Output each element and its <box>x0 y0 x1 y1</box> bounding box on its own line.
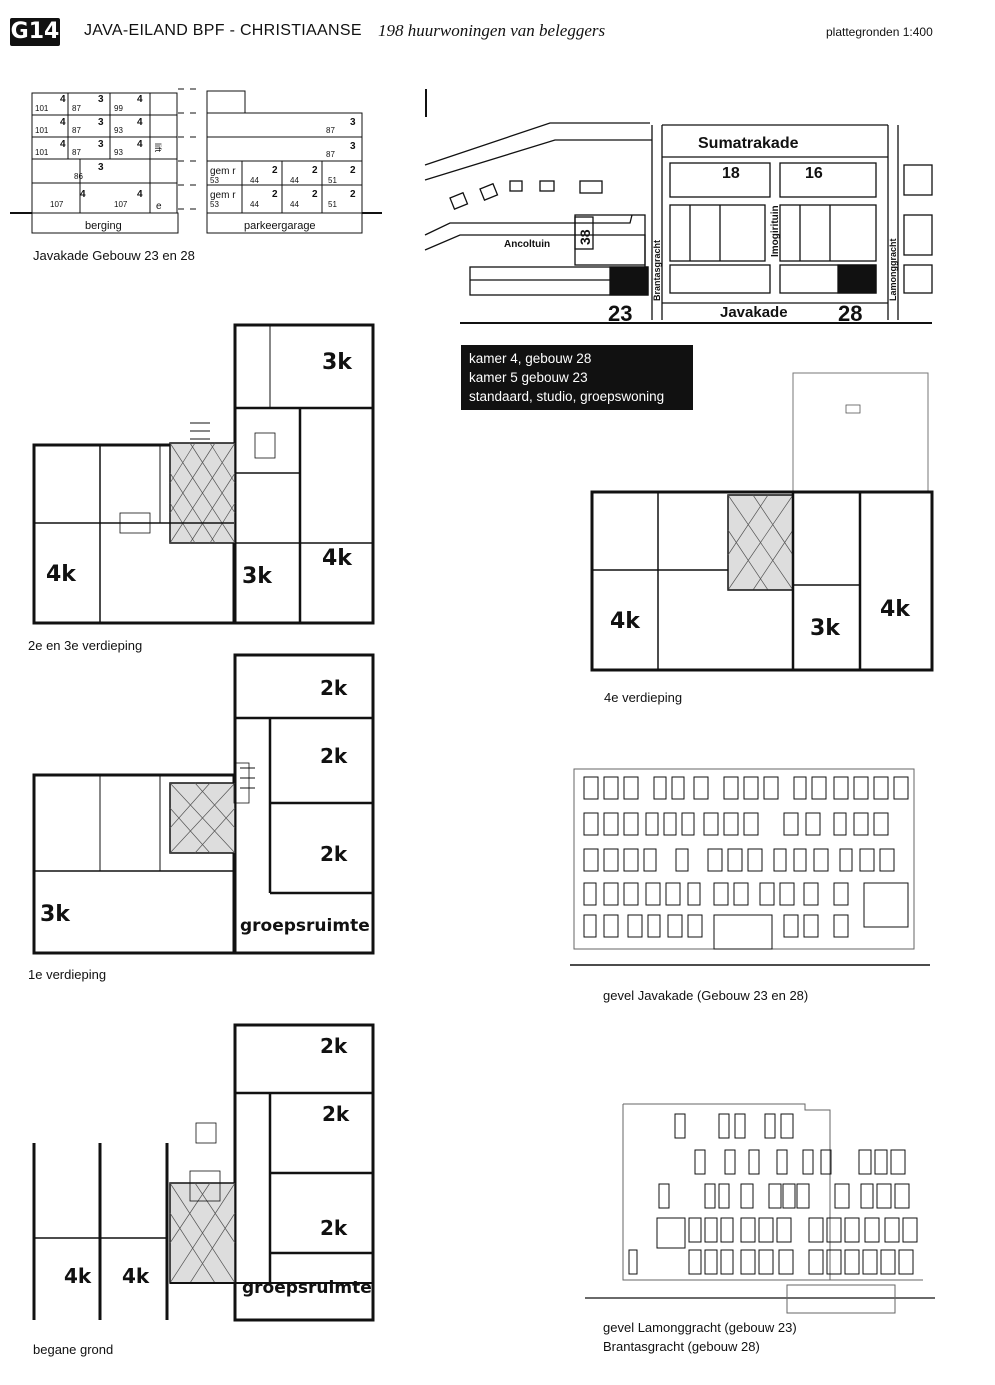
plan4-label-1: 3k <box>810 616 840 641</box>
rnum-51b: 51 <box>328 200 337 209</box>
cnt-6: 4 <box>60 139 66 150</box>
cnt-r4: 2 <box>350 165 356 176</box>
cnt-2: 4 <box>137 94 143 105</box>
cnt-4: 3 <box>98 117 104 128</box>
unit-line-3: standaard, studio, groepswoning <box>469 389 665 404</box>
plan4-label-2: 4k <box>880 597 910 622</box>
num-99: 99 <box>114 104 123 113</box>
lift-label: lift <box>153 143 163 152</box>
berging-label: berging <box>85 220 122 232</box>
plan0-label-2: 2k <box>320 1216 348 1240</box>
cnt-3: 4 <box>60 117 66 128</box>
unit-line-1: kamer 4, gebouw 28 <box>469 351 592 366</box>
chapter-code: G14 <box>10 19 60 44</box>
plan1-label-2: 2k <box>320 842 348 866</box>
rnum-53b: 53 <box>210 200 219 209</box>
site-plan <box>420 85 935 335</box>
cnt-10: 4 <box>80 189 86 200</box>
scale-note: plattegronden 1:400 <box>826 25 933 39</box>
num-87a: 87 <box>72 104 81 113</box>
block-23-label: 23 <box>608 301 633 326</box>
plan0-label-4: 4k <box>122 1264 150 1288</box>
plan0-label-1: 2k <box>322 1102 350 1126</box>
cnt-r5: 2 <box>272 189 278 200</box>
imogirituin-label: Imogirituin <box>770 205 781 257</box>
plan-floor-4 <box>588 370 938 680</box>
javakade-label: Javakade <box>720 304 788 321</box>
plan-floor-2-3 <box>30 323 380 628</box>
rnum-87a: 87 <box>326 126 335 135</box>
plan1-label-3: 3k <box>40 902 70 927</box>
e-label: e <box>156 201 162 212</box>
project-title: JAVA-EILAND BPF - CHRISTIAANSE <box>84 22 362 39</box>
rnum-44a: 44 <box>250 176 259 185</box>
plan1-caption: 1e verdieping <box>28 967 107 982</box>
lamong-caption-2: Brantasgracht (gebouw 28) <box>603 1339 760 1354</box>
cnt-11: 4 <box>137 189 143 200</box>
rnum-44b: 44 <box>290 176 299 185</box>
block-18-label: 18 <box>722 165 740 182</box>
rnum-87b: 87 <box>326 150 335 159</box>
plan0-label-3: 4k <box>64 1264 92 1288</box>
plan-floor-1 <box>30 653 380 958</box>
num-107b: 107 <box>114 200 128 209</box>
parkeergarage-label: parkeergarage <box>244 220 316 232</box>
cnt-0: 4 <box>60 94 66 105</box>
block-38-label: 38 <box>577 229 593 245</box>
rnum-44c: 44 <box>250 200 259 209</box>
plan0-label-0: 2k <box>320 1034 348 1058</box>
rnum-53a: 53 <box>210 176 219 185</box>
gem-r-2: gem r <box>210 190 236 201</box>
num-87c: 87 <box>72 148 81 157</box>
lamong-caption-1: gevel Lamonggracht (gebouw 23) <box>603 1320 797 1335</box>
elevation-lamonggracht <box>585 1100 935 1318</box>
cnt-8: 4 <box>137 139 143 150</box>
ancoltuin-label: Ancoltuin <box>504 239 551 250</box>
plan23-label-2: 3k <box>242 564 272 589</box>
unit-line-2: kamer 5 gebouw 23 <box>469 370 588 385</box>
cnt-r3: 2 <box>312 165 318 176</box>
gem-r-1: gem r <box>210 166 236 177</box>
cnt-9: 3 <box>98 162 104 173</box>
cnt-r2: 2 <box>272 165 278 176</box>
num-101b: 101 <box>35 126 49 135</box>
cnt-5: 4 <box>137 117 143 128</box>
plan0-groepsruimte: groepsruimte <box>242 1278 372 1298</box>
plan23-caption: 2e en 3e verdieping <box>28 638 143 653</box>
block-28-label: 28 <box>838 301 863 326</box>
cnt-r6: 2 <box>312 189 318 200</box>
plan1-groepsruimte: groepsruimte <box>240 916 370 936</box>
section-diagram <box>10 85 390 240</box>
project-subtitle: 198 huurwoningen van beleggers <box>378 21 606 40</box>
num-87b: 87 <box>72 126 81 135</box>
num-101c: 101 <box>35 148 49 157</box>
rnum-44d: 44 <box>290 200 299 209</box>
plan-ground-floor <box>30 1023 380 1328</box>
plan1-label-1: 2k <box>320 744 348 768</box>
cnt-1: 3 <box>98 94 104 105</box>
plan23-label-1: 4k <box>46 562 76 587</box>
num-107a: 107 <box>50 200 64 209</box>
cnt-7: 3 <box>98 139 104 150</box>
num-101a: 101 <box>35 104 49 113</box>
num-86: 86 <box>74 172 83 181</box>
sumatrakade-label: Sumatrakade <box>698 135 799 152</box>
plan23-label-3: 4k <box>322 546 352 571</box>
cnt-r7: 2 <box>350 189 356 200</box>
block-16-label: 16 <box>805 165 823 182</box>
javakade-elevation-caption: gevel Javakade (Gebouw 23 en 28) <box>603 988 809 1003</box>
cnt-r1: 3 <box>350 141 356 152</box>
plan4-label-0: 4k <box>610 609 640 634</box>
plan23-label-0: 3k <box>322 350 352 375</box>
num-93a: 93 <box>114 126 123 135</box>
section-caption: Javakade Gebouw 23 en 28 <box>33 248 195 263</box>
elevation-javakade <box>570 765 935 970</box>
cnt-r0: 3 <box>350 117 356 128</box>
plan1-label-0: 2k <box>320 676 348 700</box>
num-93b: 93 <box>114 148 123 157</box>
plan0-caption: begane grond <box>33 1342 114 1357</box>
lamonggracht-label: Lamonggracht <box>888 238 898 301</box>
rnum-51a: 51 <box>328 176 337 185</box>
plan4-caption: 4e verdieping <box>604 690 683 705</box>
brantasgracht-label: Brantasgracht <box>652 239 662 301</box>
